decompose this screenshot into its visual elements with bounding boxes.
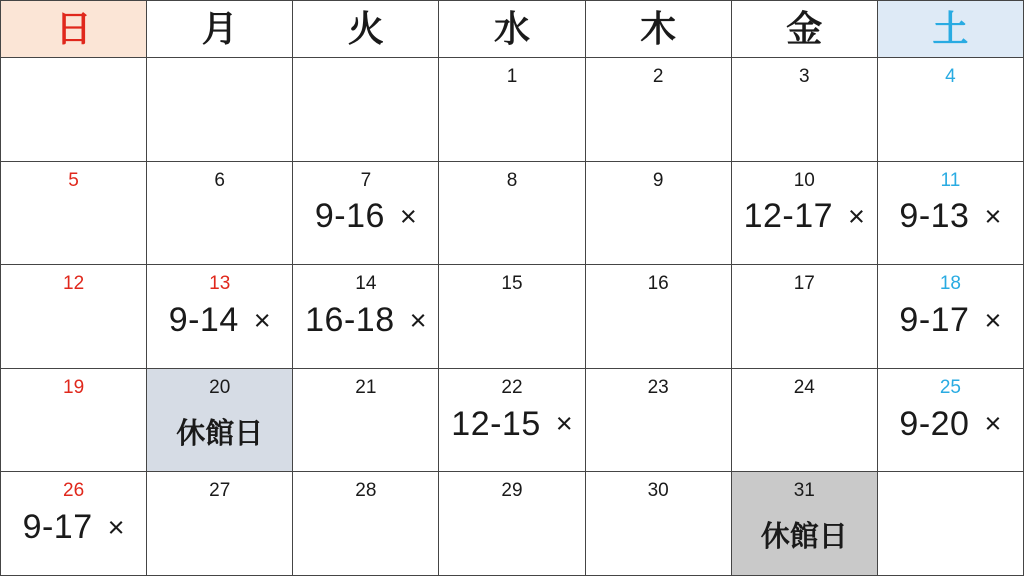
day-cell-10	[732, 162, 878, 266]
day-cell-11	[878, 162, 1024, 266]
opening-hours	[168, 301, 271, 340]
day-cell-2	[586, 58, 732, 162]
opening-hours	[451, 404, 573, 443]
weekday-header-tue	[293, 1, 439, 58]
date-number: 15	[501, 273, 523, 295]
day-cell-22	[439, 369, 585, 473]
day-cell-4	[878, 58, 1024, 162]
date-number: 17	[793, 273, 815, 295]
weekday-header-fri	[732, 1, 878, 58]
day-cell-28	[293, 472, 439, 576]
date-number: 6	[214, 169, 225, 191]
day-cell-31	[732, 472, 878, 576]
day-cell-14	[293, 265, 439, 369]
date-number: 1	[506, 66, 518, 87]
weekday-label: 水	[493, 8, 530, 49]
date-number: 29	[501, 480, 523, 502]
day-cell-8	[439, 162, 585, 266]
opening-hours-time: 9-20	[899, 404, 970, 443]
opening-hours-time: 9-17	[899, 301, 970, 340]
date-number: 27	[209, 480, 231, 502]
date-number: 3	[798, 66, 810, 87]
day-cell-26	[1, 472, 147, 576]
date-number: 20	[209, 376, 231, 398]
date-number: 18	[939, 273, 961, 295]
date-number: 9	[652, 169, 664, 191]
day-cell-30	[586, 472, 732, 576]
x-mark: ×	[984, 304, 1002, 337]
opening-hours	[743, 197, 865, 236]
weekday-header-mon	[147, 1, 293, 58]
date-number: 26	[63, 480, 85, 502]
opening-hours	[899, 404, 1002, 443]
day-cell-15	[439, 265, 585, 369]
weekday-header-sun	[1, 1, 147, 58]
day-cell-18	[878, 265, 1024, 369]
day-cell-16	[586, 265, 732, 369]
day-cell-empty	[147, 58, 293, 162]
x-mark: ×	[555, 408, 573, 441]
weekday-header-thu	[586, 1, 732, 58]
day-cell-5	[1, 162, 147, 266]
date-number: 5	[68, 169, 79, 191]
weekday-header-wed	[439, 1, 585, 58]
date-number: 23	[647, 376, 669, 398]
opening-hours-time: 9-14	[168, 301, 239, 340]
date-number: 24	[793, 376, 815, 398]
opening-hours	[314, 197, 417, 236]
day-cell-empty	[878, 472, 1024, 576]
day-cell-1	[439, 58, 585, 162]
day-cell-21	[293, 369, 439, 473]
date-number: 25	[939, 376, 961, 398]
weekday-label: 火	[347, 8, 384, 49]
opening-hours-time: 9-13	[899, 197, 970, 236]
day-cell-20	[147, 369, 293, 473]
date-number: 7	[360, 169, 372, 191]
day-cell-9	[586, 162, 732, 266]
day-cell-empty	[1, 58, 147, 162]
day-cell-25	[878, 369, 1024, 473]
day-cell-24	[732, 369, 878, 473]
closed-day-label: 休館日	[760, 521, 848, 554]
date-number: 13	[209, 273, 231, 295]
weekday-label: 土	[932, 8, 969, 49]
weekday-label: 日	[55, 8, 92, 49]
opening-hours-time: 12-17	[743, 197, 834, 236]
weekday-label: 木	[640, 8, 677, 49]
date-number: 10	[793, 169, 815, 191]
day-cell-17	[732, 265, 878, 369]
day-cell-3	[732, 58, 878, 162]
opening-hours	[305, 301, 427, 340]
day-cell-27	[147, 472, 293, 576]
date-number: 8	[506, 169, 518, 191]
day-cell-7	[293, 162, 439, 266]
date-number: 31	[793, 480, 815, 502]
date-number: 22	[501, 376, 523, 398]
date-number: 12	[63, 273, 85, 295]
day-cell-empty	[293, 58, 439, 162]
x-mark: ×	[399, 200, 417, 233]
date-number: 11	[940, 169, 961, 191]
opening-hours	[22, 508, 125, 547]
opening-hours-time: 16-18	[305, 301, 395, 340]
x-mark: ×	[848, 200, 865, 233]
day-cell-23	[586, 369, 732, 473]
date-number: 14	[355, 273, 377, 295]
x-mark: ×	[107, 511, 125, 544]
closed-day-label: 休館日	[176, 417, 264, 450]
opening-hours-time: 9-17	[22, 508, 93, 547]
day-cell-6	[147, 162, 293, 266]
date-number: 16	[647, 273, 669, 295]
x-mark: ×	[984, 200, 1002, 233]
weekday-header-sat	[878, 1, 1024, 58]
date-number: 19	[63, 376, 85, 398]
day-cell-12	[1, 265, 147, 369]
weekday-label: 月	[201, 8, 238, 49]
opening-hours-time: 9-16	[314, 197, 385, 236]
date-number: 21	[355, 376, 377, 398]
opening-hours	[899, 301, 1002, 340]
date-number: 28	[355, 480, 377, 502]
date-number: 4	[945, 66, 956, 87]
x-mark: ×	[984, 408, 1002, 441]
day-cell-29	[439, 472, 585, 576]
x-mark: ×	[253, 304, 271, 337]
x-mark: ×	[409, 304, 427, 337]
date-number: 30	[647, 480, 669, 502]
date-number: 2	[652, 66, 664, 87]
opening-hours	[899, 197, 1002, 236]
weekday-label: 金	[786, 8, 823, 49]
day-cell-19	[1, 369, 147, 473]
day-cell-13	[147, 265, 293, 369]
opening-hours-time: 12-15	[451, 404, 541, 443]
